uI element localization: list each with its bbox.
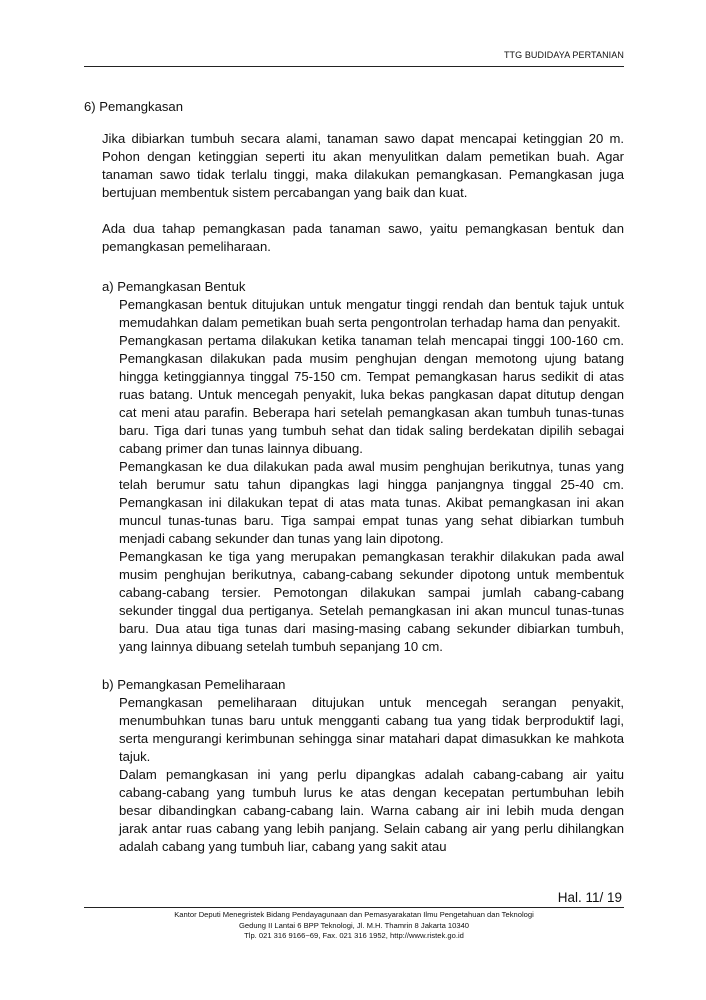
footer-divider [84, 907, 624, 908]
subsection-paragraph: Pemangkasan pemeliharaan ditujukan untuk mencegah serangan penyakit, menumbuhkan tunas baru untuk mengganti cabang tua yang tidak berproduktif lagi, serta mengurangi kerimbunan sehingga sinar matahari dapat dimasukkan ke mahkota tajuk. [119, 695, 624, 764]
header-divider [84, 66, 624, 67]
header-title: TTG BUDIDAYA PERTANIAN [503, 50, 624, 60]
page-number: Hal. 11/ 19 [557, 890, 622, 905]
document-body [84, 98, 624, 876]
subsection-pemangkasan-bentuk [84, 278, 624, 656]
section-title: 6) Pemangkasan [84, 99, 183, 114]
intro-paragraph: Ada dua tahap pemangkasan pada tanaman sawo, yaitu pemangkasan bentuk dan pemangkasan pemeliharaan. [102, 221, 624, 254]
footer-line: Tlp. 021 316 9166~69, Fax. 021 316 1952, http://www.ristek.go.id [244, 931, 464, 941]
subsection-body [119, 296, 624, 656]
footer-line: Gedung II Lantai 6 BPP Teknologi, Jl. M.H. Thamrin 8 Jakarta 10340 [238, 920, 470, 930]
subsection-paragraph: Pemangkasan ke tiga yang merupakan pemangkasan terakhir dilakukan pada awal musim penghujan berikutnya, cabang-cabang sekunder dipotong untuk membentuk cabang-cabang tersier. Pemotongan dilakukan sampai jumlah cabang-cabang sekunder tinggal dua pertiganya. Setelah pemangkasan ini akan muncul tunas-tunas baru. Dua atau tiga tunas dari masing-masing cabang sekunder dibiarkan tumbuh, yang lainnya dibuang setelah tumbuh sepanjang 10 cm. [119, 549, 624, 654]
footer-line: Kantor Deputi Menegristek Bidang Pendayagunaan dan Pemasyarakatan Ilmu Pengetahuan dan Teknologi [174, 910, 534, 919]
subsection-paragraph: Pemangkasan pertama dilakukan ketika tanaman telah mencapai tinggi 100-160 cm. Pemangkasan dilakukan pada musim penghujan dengan memotong ujung batang hingga ketinggiannya tinggal 75-150 cm. Tempat pemangkasan harus sedikit di atas ruas batang. Untuk mencegah penyakit, luka bekas pangkasan dapat ditutup dengan cat meni atau parafin. Beberapa hari setelah pemangkasan akan tumbuh tunas-tunas baru. Tiga dari tunas yang tumbuh sehat dan tidak saling berdekatan dipilih sebagai cabang primer dan tunas lainnya dibuang. [119, 333, 624, 456]
subsection-paragraph: Pemangkasan bentuk ditujukan untuk mengatur tinggi rendah dan bentuk tajuk untuk memudahkan dalam pemetikan buah serta pengontrolan terhadap hama dan penyakit. [119, 297, 624, 330]
intro-paragraph: Jika dibiarkan tumbuh secara alami, tanaman sawo dapat mencapai ketinggian 20 m. Pohon dengan ketinggian seperti itu akan menyulitkan dalam pemetikan buah. Agar tanaman sawo tidak terlalu tinggi, maka dilakukan pemangkasan. Pemangkasan juga bertujuan membentuk sistem percabangan yang baik dan kuat. [102, 131, 624, 200]
footer [84, 910, 624, 942]
subsection-heading: a) Pemangkasan Bentuk [102, 279, 246, 294]
subsection-paragraph: Pemangkasan ke dua dilakukan pada awal musim penghujan berikutnya, tunas yang telah berumur satu tahun dipangkas lagi hingga panjangnya tinggal 25-40 cm. Pemangkasan ini dilakukan tepat di atas mata tunas. Akibat pemangkasan ini akan muncul tunas-tunas baru. Tiga sampai empat tunas yang sehat dibiarkan tumbuh menjadi cabang sekunder dan tunas yang lain dipotong. [119, 459, 624, 546]
subsection-pemangkasan-pemeliharaan [84, 676, 624, 856]
subsection-body [119, 694, 624, 856]
subsection-paragraph: Dalam pemangkasan ini yang perlu dipangkas adalah cabang-cabang air yaitu cabang-cabang yang tumbuh lurus ke atas dengan kecepatan pertumbuhan lebih besar dibandingkan cabang-cabang lain. Warna cabang air ini lebih muda dengan jarak antar ruas cabang yang lebih panjang. Selain cabang air yang perlu dihilangkan adalah cabang yang tumbuh liar, cabang yang sakit atau [119, 767, 624, 854]
subsection-heading: b) Pemangkasan Pemeliharaan [102, 677, 286, 692]
